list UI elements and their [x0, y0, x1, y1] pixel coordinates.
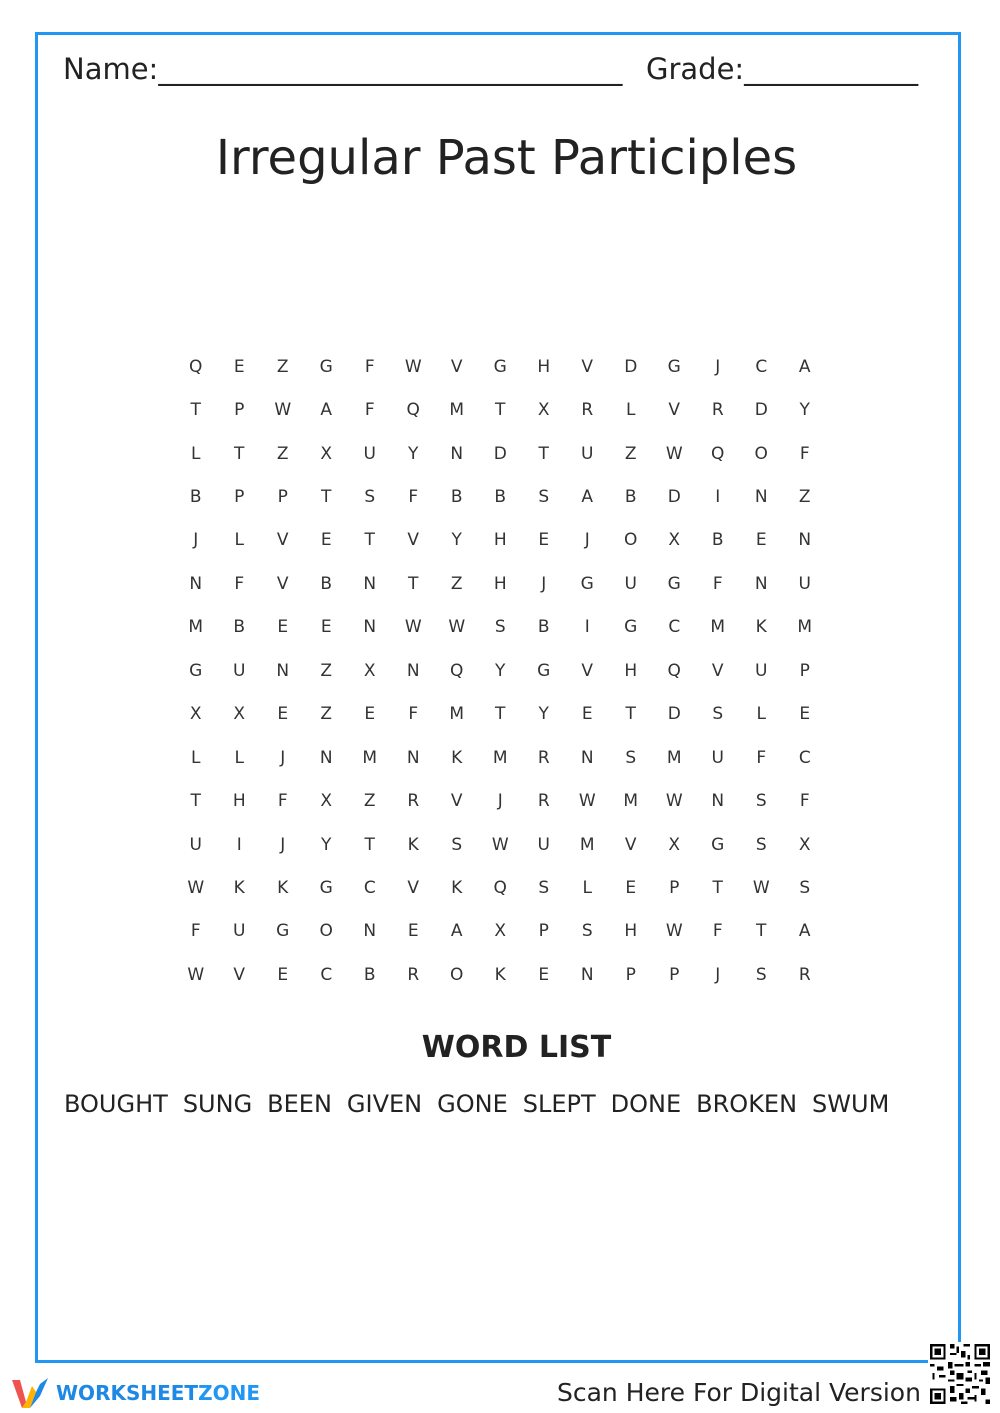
- grid-letter: D: [624, 356, 638, 377]
- grid-letter: M: [188, 617, 204, 638]
- grid-letter: A: [320, 400, 333, 421]
- grid-letter: O: [450, 964, 464, 985]
- word-list-item: SUNG: [182, 1090, 253, 1118]
- grid-letter: H: [624, 660, 638, 681]
- grid-letter: H: [624, 921, 638, 942]
- grid-letter: I: [584, 617, 590, 638]
- grid-letter: V: [233, 964, 246, 985]
- grid-letter: R: [537, 747, 550, 768]
- grid-letter: B: [624, 487, 637, 508]
- word-list-item: BOUGHT: [64, 1090, 168, 1118]
- grid-letter: N: [754, 573, 768, 594]
- grid-letter: A: [798, 921, 811, 942]
- grid-letter: K: [451, 877, 463, 898]
- grid-letter: N: [276, 660, 290, 681]
- grid-letter: Y: [495, 660, 506, 681]
- grid-letter: F: [408, 487, 419, 508]
- grid-letter: J: [497, 791, 503, 812]
- grid-letter: Y: [451, 530, 462, 551]
- grid-letter: X: [668, 834, 681, 855]
- grid-letter: S: [538, 487, 550, 508]
- grid-letter: E: [320, 617, 332, 638]
- scan-instruction: Scan Here For Digital Version: [557, 1378, 921, 1407]
- grid-letter: M: [797, 617, 813, 638]
- grid-letter: R: [537, 791, 550, 812]
- grid-letter: U: [233, 660, 246, 681]
- grid-letter: K: [451, 747, 463, 768]
- grid-letter: E: [538, 964, 550, 985]
- grid-letter: U: [233, 921, 246, 942]
- grid-letter: G: [537, 660, 551, 681]
- grid-letter: F: [712, 573, 723, 594]
- grid-letter: M: [449, 704, 465, 725]
- grid-letter: T: [495, 704, 506, 725]
- grid-letter: G: [667, 573, 681, 594]
- grid-letter: U: [755, 660, 768, 681]
- grid-letter: E: [364, 704, 376, 725]
- grid-letter: G: [711, 834, 725, 855]
- grid-letter: E: [233, 356, 245, 377]
- grid-letter: F: [277, 791, 288, 812]
- grid-letter: T: [364, 530, 375, 551]
- grid-letter: Z: [320, 704, 333, 725]
- grid-letter: B: [233, 617, 246, 638]
- word-search-grid: [174, 345, 826, 997]
- grid-letter: N: [580, 747, 594, 768]
- grid-letter: J: [715, 964, 721, 985]
- grid-letter: N: [406, 660, 420, 681]
- grid-letter: L: [191, 747, 201, 768]
- grid-letter: T: [625, 704, 636, 725]
- grid-letter: R: [407, 791, 420, 812]
- grid-letter: T: [712, 877, 723, 898]
- grid-letter: P: [234, 487, 245, 508]
- grid-letter: W: [752, 877, 770, 898]
- grid-letter: M: [710, 617, 726, 638]
- grid-letter: L: [582, 877, 592, 898]
- grid-letter: E: [581, 704, 593, 725]
- grid-letter: X: [537, 400, 550, 421]
- grid-letter: R: [711, 400, 724, 421]
- grid-letter: Q: [189, 356, 203, 377]
- grid-letter: D: [667, 704, 681, 725]
- grid-letter: J: [715, 356, 721, 377]
- grid-letter: D: [493, 443, 507, 464]
- grid-letter: E: [755, 530, 767, 551]
- grid-letter: V: [624, 834, 637, 855]
- grid-letter: T: [321, 487, 332, 508]
- grid-letter: Q: [406, 400, 420, 421]
- grid-letter: G: [624, 617, 638, 638]
- grid-letter: U: [798, 573, 811, 594]
- grid-letter: J: [541, 573, 547, 594]
- grid-letter: S: [799, 877, 811, 898]
- grid-letter: S: [581, 921, 593, 942]
- grid-letter: M: [623, 791, 639, 812]
- grid-letter: N: [711, 791, 725, 812]
- grid-letter: P: [234, 400, 245, 421]
- grid-letter: Z: [450, 573, 463, 594]
- grid-letter: W: [578, 791, 596, 812]
- grid-letter: S: [625, 747, 637, 768]
- word-list-item: BROKEN: [696, 1090, 798, 1118]
- grid-letter: Q: [450, 660, 464, 681]
- grid-letter: T: [364, 834, 375, 855]
- grid-letter: C: [755, 356, 768, 377]
- word-list-item: SWUM: [812, 1090, 890, 1118]
- grid-letter: F: [712, 921, 723, 942]
- grid-letter: W: [665, 791, 683, 812]
- grid-letter: T: [234, 443, 245, 464]
- grid-letter: V: [581, 660, 594, 681]
- grid-letter: G: [493, 356, 507, 377]
- grid-letter: T: [756, 921, 767, 942]
- word-list: [64, 1090, 889, 1118]
- grid-letter: W: [274, 400, 292, 421]
- word-list-title: WORD LIST: [421, 1030, 612, 1065]
- grid-letter: V: [450, 791, 463, 812]
- grid-letter: N: [189, 573, 203, 594]
- grid-letter: Y: [321, 834, 332, 855]
- name-field-label: Name:________________________________: [63, 52, 623, 86]
- grid-letter: Y: [408, 443, 419, 464]
- grid-letter: W: [665, 921, 683, 942]
- grid-letter: X: [363, 660, 376, 681]
- grid-letter: V: [407, 877, 420, 898]
- grid-letter: Z: [363, 791, 376, 812]
- grid-letter: C: [668, 617, 681, 638]
- grid-letter: G: [580, 573, 594, 594]
- grid-letter: S: [755, 791, 767, 812]
- grid-letter: J: [584, 530, 590, 551]
- grid-letter: Z: [624, 443, 637, 464]
- grid-letter: X: [668, 530, 681, 551]
- grid-letter: U: [363, 443, 376, 464]
- grid-letter: U: [189, 834, 202, 855]
- grid-letter: S: [755, 834, 767, 855]
- grid-letter: O: [624, 530, 638, 551]
- grid-letter: P: [277, 487, 288, 508]
- grid-letter: E: [320, 530, 332, 551]
- grid-letter: E: [625, 877, 637, 898]
- grid-letter: J: [280, 834, 286, 855]
- grid-letter: V: [276, 573, 289, 594]
- grid-letter: W: [665, 443, 683, 464]
- worksheetzone-logo-icon: [10, 1376, 50, 1410]
- grid-letter: N: [754, 487, 768, 508]
- grid-letter: U: [581, 443, 594, 464]
- grid-letter: C: [798, 747, 811, 768]
- grid-letter: V: [407, 530, 420, 551]
- grid-letter: S: [712, 704, 724, 725]
- grid-letter: D: [754, 400, 768, 421]
- grid-letter: W: [448, 617, 466, 638]
- word-list-item: GONE: [437, 1090, 508, 1118]
- grid-letter: E: [277, 964, 289, 985]
- grid-letter: G: [319, 356, 333, 377]
- grid-letter: X: [189, 704, 202, 725]
- grid-letter: W: [187, 964, 205, 985]
- grid-letter: U: [537, 834, 550, 855]
- grid-letter: V: [581, 356, 594, 377]
- grid-letter: W: [404, 617, 422, 638]
- grid-letter: Z: [320, 660, 333, 681]
- grid-letter: E: [277, 617, 289, 638]
- grid-letter: U: [711, 747, 724, 768]
- grid-letter: X: [320, 791, 333, 812]
- grid-letter: F: [364, 400, 375, 421]
- grid-letter: P: [799, 660, 810, 681]
- grid-letter: A: [581, 487, 594, 508]
- grid-letter: T: [190, 400, 201, 421]
- grid-letter: M: [449, 400, 465, 421]
- grid-letter: K: [494, 964, 506, 985]
- grid-letter: B: [450, 487, 463, 508]
- grid-letter: T: [495, 400, 506, 421]
- grid-letter: E: [277, 704, 289, 725]
- grid-letter: O: [754, 443, 768, 464]
- grid-letter: Y: [799, 400, 810, 421]
- grid-letter: K: [755, 617, 767, 638]
- grid-letter: G: [276, 921, 290, 942]
- grid-letter: M: [362, 747, 378, 768]
- qr-code-icon[interactable]: [928, 1342, 992, 1406]
- grid-letter: A: [798, 356, 811, 377]
- grid-letter: B: [494, 487, 507, 508]
- brand-name-part1: WORKSHEET: [56, 1381, 199, 1405]
- grid-letter: P: [538, 921, 549, 942]
- grid-letter: L: [234, 747, 244, 768]
- grid-letter: J: [193, 530, 199, 551]
- grid-letter: B: [537, 617, 550, 638]
- grid-letter: N: [580, 964, 594, 985]
- grid-letter: F: [408, 704, 419, 725]
- grid-letter: U: [624, 573, 637, 594]
- grid-letter: S: [364, 487, 376, 508]
- grid-letter: B: [711, 530, 724, 551]
- grid-letter: V: [276, 530, 289, 551]
- grid-letter: Y: [538, 704, 549, 725]
- grid-letter: J: [280, 747, 286, 768]
- grid-letter: N: [319, 747, 333, 768]
- grid-letter: P: [669, 964, 680, 985]
- grid-letter: C: [320, 964, 333, 985]
- grid-letter: Z: [798, 487, 811, 508]
- word-list-item: GIVEN: [346, 1090, 423, 1118]
- grid-letter: E: [799, 704, 811, 725]
- grid-letter: L: [626, 400, 636, 421]
- grid-letter: N: [406, 747, 420, 768]
- grid-letter: V: [711, 660, 724, 681]
- grid-letter: B: [363, 964, 376, 985]
- grid-letter: F: [756, 747, 767, 768]
- grid-letter: R: [581, 400, 594, 421]
- grid-letter: I: [236, 834, 242, 855]
- grid-letter: W: [491, 834, 509, 855]
- grid-letter: L: [191, 443, 201, 464]
- grid-letter: W: [404, 356, 422, 377]
- grid-letter: H: [493, 573, 507, 594]
- grid-letter: T: [538, 443, 549, 464]
- grid-letter: H: [493, 530, 507, 551]
- grid-letter: F: [190, 921, 201, 942]
- grid-letter: T: [190, 791, 201, 812]
- grid-letter: W: [187, 877, 205, 898]
- grid-letter: S: [755, 964, 767, 985]
- grid-letter: F: [799, 443, 810, 464]
- grid-letter: B: [320, 573, 333, 594]
- grid-letter: I: [715, 487, 721, 508]
- grid-letter: Z: [276, 443, 289, 464]
- grid-letter: V: [450, 356, 463, 377]
- grid-letter: R: [798, 964, 811, 985]
- grid-letter: C: [363, 877, 376, 898]
- grid-letter: A: [450, 921, 463, 942]
- grid-letter: T: [408, 573, 419, 594]
- grid-letter: N: [363, 573, 377, 594]
- word-list-item: DONE: [610, 1090, 682, 1118]
- grid-letter: Q: [493, 877, 507, 898]
- grid-letter: X: [320, 443, 333, 464]
- grid-letter: D: [667, 487, 681, 508]
- grid-letter: F: [364, 356, 375, 377]
- grid-letter: H: [232, 791, 246, 812]
- grid-letter: K: [277, 877, 289, 898]
- grid-letter: Q: [711, 443, 725, 464]
- grid-letter: N: [363, 617, 377, 638]
- grid-letter: N: [450, 443, 464, 464]
- grid-letter: F: [234, 573, 245, 594]
- grid-letter: N: [798, 530, 812, 551]
- grid-letter: O: [319, 921, 333, 942]
- grid-letter: S: [538, 877, 550, 898]
- grid-letter: G: [667, 356, 681, 377]
- grid-letter: M: [492, 747, 508, 768]
- grid-letter: Z: [276, 356, 289, 377]
- word-list-item: SLEPT: [522, 1090, 596, 1118]
- grid-letter: L: [756, 704, 766, 725]
- grid-letter: N: [363, 921, 377, 942]
- grid-letter: V: [668, 400, 681, 421]
- brand-name-part2: ZONE: [198, 1381, 260, 1405]
- grid-letter: S: [451, 834, 463, 855]
- grid-letter: G: [319, 877, 333, 898]
- grid-letter: E: [538, 530, 550, 551]
- brand-logo[interactable]: [10, 1376, 260, 1410]
- grid-letter: H: [537, 356, 551, 377]
- grid-letter: X: [494, 921, 507, 942]
- grid-letter: S: [494, 617, 506, 638]
- grid-letter: K: [407, 834, 419, 855]
- grid-letter: B: [189, 487, 202, 508]
- grade-field-label: Grade:____________: [646, 52, 919, 86]
- grid-letter: L: [234, 530, 244, 551]
- brand-name: [56, 1381, 260, 1405]
- grid-letter: R: [407, 964, 420, 985]
- grid-letter: P: [625, 964, 636, 985]
- grid-letter: X: [798, 834, 811, 855]
- grid-letter: E: [407, 921, 419, 942]
- grid-letter: M: [666, 747, 682, 768]
- grid-letter: K: [233, 877, 245, 898]
- grid-letter: P: [669, 877, 680, 898]
- grid-letter: F: [799, 791, 810, 812]
- page-title: Irregular Past Participles: [215, 130, 798, 186]
- grid-letter: G: [189, 660, 203, 681]
- word-list-item: BEEN: [267, 1090, 332, 1118]
- grid-letter: M: [579, 834, 595, 855]
- grid-letter: X: [233, 704, 246, 725]
- grid-letter: Q: [667, 660, 681, 681]
